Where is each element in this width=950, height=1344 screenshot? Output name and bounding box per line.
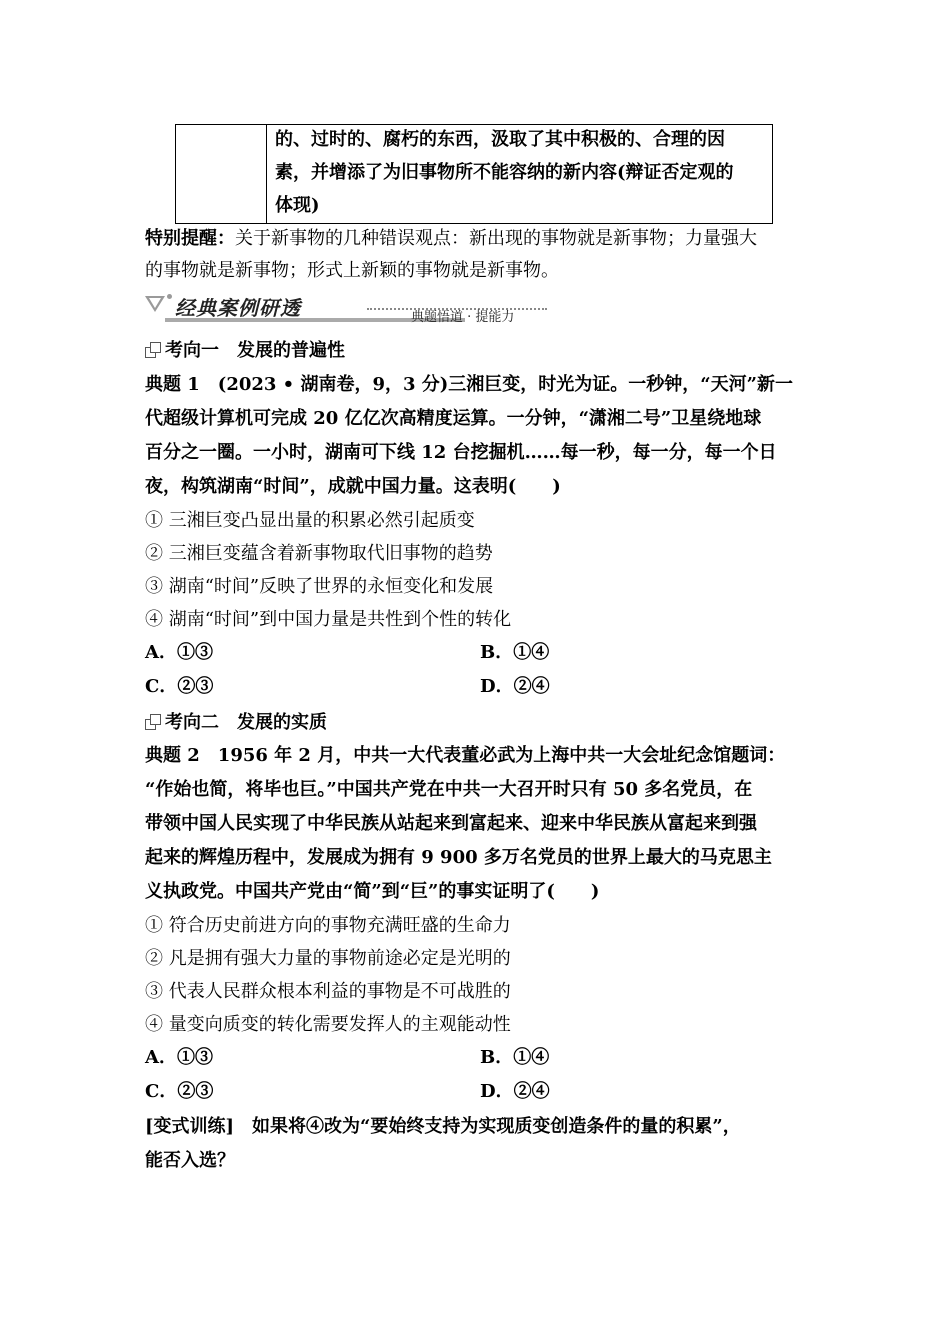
q2-option-a[interactable]: A．①③ xyxy=(145,1047,213,1068)
q2-text-1: 1956 年 2 月，中共一大代表董必武为上海中共一大会址纪念馆题词： xyxy=(217,745,786,766)
q2-option-d[interactable]: D．②④ xyxy=(480,1081,550,1102)
tip-line-1 xyxy=(145,224,757,254)
q1-item-3: ③ 湖南“时间”反映了世界的永恒变化和发展 xyxy=(145,576,494,597)
q1-option-c[interactable]: C．②③ xyxy=(145,676,214,697)
q2-label: 典题 2 xyxy=(145,745,200,766)
q2-line-4: 起来的辉煌历程中，发展成为拥有 9 900 多万名党员的世界上最大的马克思主 xyxy=(145,847,772,868)
q2-line-3: 带领中国人民实现了中华民族从站起来到富起来、迎来中华民族从富起来到强 xyxy=(145,813,757,834)
q1-option-a[interactable]: A．①③ xyxy=(145,642,213,663)
q1-option-b[interactable]: B．①④ xyxy=(480,642,550,663)
q1-text-1: (2023 • 湖南卷，9，3 分)三湘巨变，时光为证。一秒钟，“天河”新一 xyxy=(217,374,793,395)
section-banner xyxy=(145,292,545,326)
q2-item-2: ② 凡是拥有强大力量的事物前途必定是光明的 xyxy=(145,948,511,969)
q2-line-2: “作始也简，将毕也巨。”中国共产党在中共一大召开时只有 50 多名党员，在 xyxy=(145,779,753,800)
variant-label: [变式训练] xyxy=(145,1116,235,1137)
q1-item-2: ② 三湘巨变蕴含着新事物取代旧事物的趋势 xyxy=(145,543,493,564)
section2-heading xyxy=(145,708,327,738)
table-divider xyxy=(266,125,267,223)
section1-heading xyxy=(145,336,345,366)
squares-icon xyxy=(145,342,163,358)
q2-item-1: ① 符合历史前进方向的事物充满旺盛的生命力 xyxy=(145,915,511,936)
q1-line-2: 代超级计算机可完成 20 亿亿次高精度运算。一分钟，“潇湘二号”卫星绕地球 xyxy=(145,408,762,429)
variant-text-1: 如果将④改为“要始终支持为实现质变创造条件的量的积累”， xyxy=(252,1116,741,1137)
table-cell-line: 素，并增添了为旧事物所不能容纳的新内容(辩证否定观的 xyxy=(275,162,734,183)
q1-line-4: 夜，构筑湖南“时间”，成就中国力量。这表明( ) xyxy=(145,476,561,497)
q1-option-d[interactable]: D．②④ xyxy=(480,676,550,697)
dot-icon xyxy=(167,294,172,299)
q2-item-3: ③ 代表人民群众根本利益的事物是不可战胜的 xyxy=(145,981,511,1002)
q1-item-4: ④ 湖南“时间”到中国力量是共性到个性的转化 xyxy=(145,609,512,630)
q2-line-5: 义执政党。中国共产党由“简”到“巨”的事实证明了( ) xyxy=(145,881,600,902)
q1-item-1: ① 三湘巨变凸显出量的积累必然引起质变 xyxy=(145,510,475,531)
banner-title: 经典案例研透 xyxy=(175,296,301,320)
tip-line-2: 的事物就是新事物；形式上新颖的事物就是新事物。 xyxy=(145,260,559,281)
q2-option-c[interactable]: C．②③ xyxy=(145,1081,214,1102)
table-cell-line: 的、过时的、腐朽的东西，汲取了其中积极的、合理的因 xyxy=(275,129,725,150)
section1-heading-text: 考向一 发展的普遍性 xyxy=(165,340,345,361)
q1-line-3: 百分之一圈。一小时，湖南可下线 12 台挖掘机……每一秒，每一分，每一个日 xyxy=(145,442,777,463)
section2-heading-text: 考向二 发展的实质 xyxy=(165,712,327,733)
squares-icon xyxy=(145,714,163,730)
banner-subtitle: 典题悟道 · 提能力 xyxy=(411,310,515,325)
concept-table xyxy=(175,124,773,224)
q1-label: 典题 1 xyxy=(145,374,200,395)
tip-label: 特别提醒： xyxy=(145,228,235,249)
q1-line-1 xyxy=(145,370,793,400)
variant-line-1 xyxy=(145,1112,741,1142)
tip-text-1: 关于新事物的几种错误观点：新出现的事物就是新事物；力量强大 xyxy=(235,228,757,249)
variant-line-2: 能否入选？ xyxy=(145,1150,235,1171)
q2-item-4: ④ 量变向质变的转化需要发挥人的主观能动性 xyxy=(145,1014,511,1035)
q2-option-b[interactable]: B．①④ xyxy=(480,1047,550,1068)
q2-line-1 xyxy=(145,741,785,771)
table-cell-line: 体现) xyxy=(275,195,320,216)
